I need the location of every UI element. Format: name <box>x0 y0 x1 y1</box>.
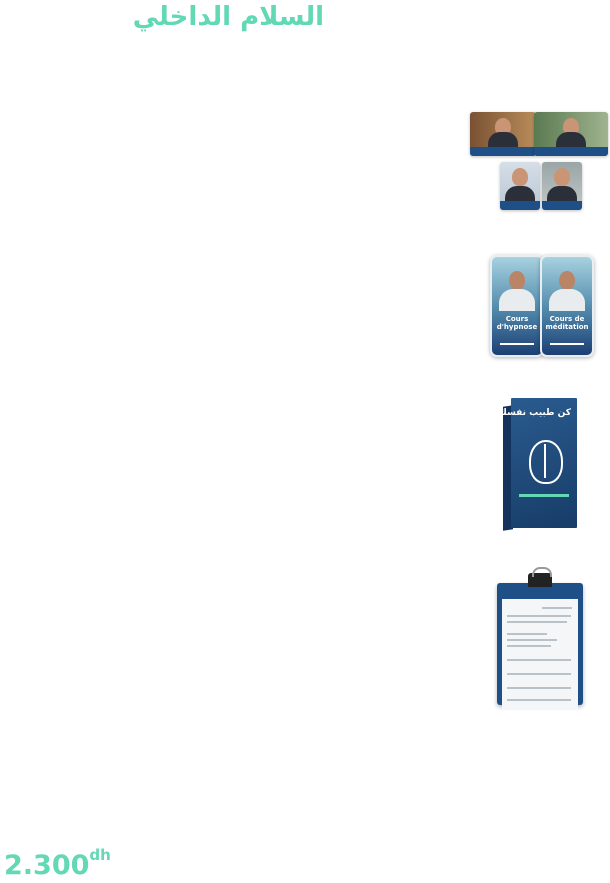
audio-course-phones <box>490 255 590 355</box>
hypnosis-course-phone <box>490 255 544 357</box>
meditation-course-phone <box>540 255 594 357</box>
clipboard-worksheet <box>497 573 583 705</box>
phone-label: Cours d'hypnose <box>496 315 538 331</box>
book-title: كن طبيب نفسك <box>498 408 571 418</box>
binder-clip-icon <box>528 573 552 587</box>
video-course-thumbnails <box>470 112 610 212</box>
video-thumbnail <box>534 112 608 156</box>
page-title: السلام الداخلي <box>132 2 324 32</box>
brain-icon <box>529 440 563 484</box>
video-thumbnail <box>500 162 540 210</box>
price <box>4 842 111 883</box>
price-currency: dh <box>89 846 111 864</box>
video-thumbnail <box>542 162 582 210</box>
price-amount: 2.300 <box>4 850 90 881</box>
video-thumbnail <box>470 112 536 156</box>
book-cover <box>498 398 577 530</box>
phone-label: Cours de méditation <box>545 315 589 331</box>
